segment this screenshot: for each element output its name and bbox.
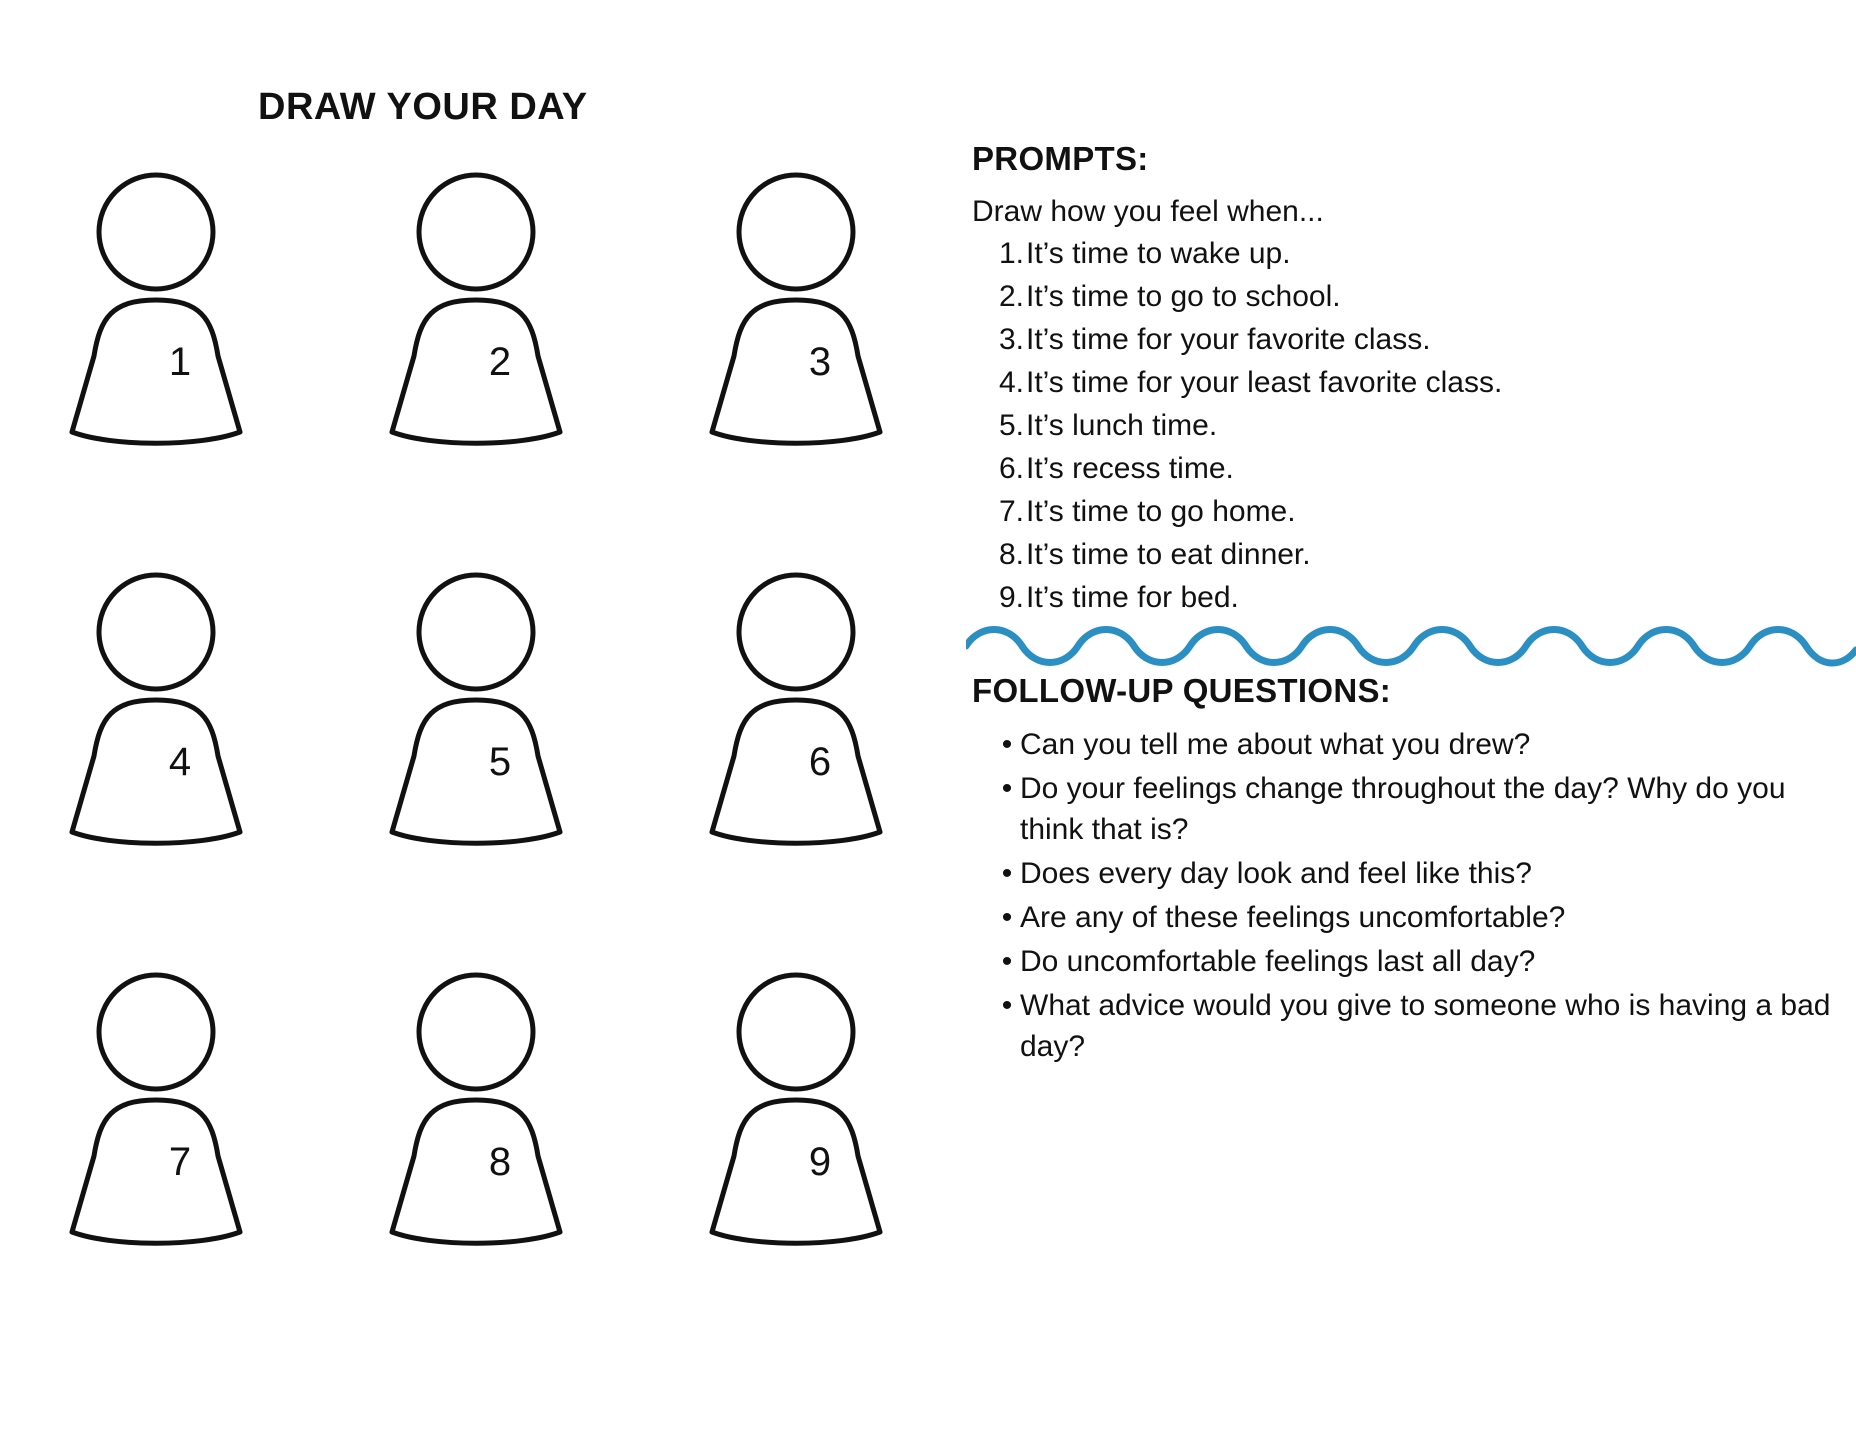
prompt-text: It’s time to go home. bbox=[1026, 495, 1296, 528]
prompt-number: 3. bbox=[998, 323, 1024, 356]
figure-cell[interactable] bbox=[360, 170, 680, 570]
prompt-number: 2. bbox=[998, 280, 1024, 313]
prompt-text: It’s lunch time. bbox=[1026, 409, 1218, 442]
prompt-number: 8. bbox=[998, 538, 1024, 571]
prompts-lead-text: Draw how you feel when... bbox=[972, 195, 1324, 228]
figure-cell[interactable] bbox=[360, 970, 680, 1370]
followup-text: Can you tell me about what you drew? bbox=[1020, 728, 1531, 761]
prompt-text: It’s time for bed. bbox=[1026, 581, 1239, 614]
list-item bbox=[972, 533, 1502, 576]
figure-number: 1 bbox=[168, 340, 192, 384]
figure-cell[interactable] bbox=[40, 170, 360, 570]
bullet-icon: • bbox=[1001, 901, 1013, 934]
followup-list bbox=[994, 724, 1854, 1070]
person-icon bbox=[60, 570, 300, 870]
person-icon bbox=[380, 170, 620, 470]
prompt-number: 9. bbox=[998, 581, 1024, 614]
wavy-divider-icon bbox=[966, 616, 1856, 676]
prompt-text: It’s time for your favorite class. bbox=[1026, 323, 1431, 356]
figure-cell[interactable] bbox=[680, 970, 1000, 1370]
prompt-text: It’s time to go to school. bbox=[1026, 280, 1341, 313]
prompt-number: 5. bbox=[998, 409, 1024, 442]
figure-number: 7 bbox=[168, 1140, 192, 1184]
text-column bbox=[966, 0, 1856, 1430]
followup-text: Are any of these feelings uncomfortable? bbox=[1020, 901, 1566, 934]
figure-number: 8 bbox=[488, 1140, 512, 1184]
prompts-list bbox=[972, 232, 1502, 619]
followup-text: Do uncomfortable feelings last all day? bbox=[1020, 945, 1536, 978]
bullet-icon: • bbox=[1001, 772, 1013, 805]
list-item bbox=[972, 232, 1502, 275]
figure-cell[interactable] bbox=[40, 970, 360, 1370]
followup-text: Does every day look and feel like this? bbox=[1020, 857, 1532, 890]
figure-cell[interactable] bbox=[360, 570, 680, 970]
list-item bbox=[994, 985, 1854, 1067]
prompt-number: 1. bbox=[998, 237, 1024, 270]
list-item bbox=[972, 404, 1502, 447]
list-item bbox=[994, 853, 1854, 894]
person-icon bbox=[60, 170, 300, 470]
prompt-text: It’s time to eat dinner. bbox=[1026, 538, 1311, 571]
figure-number: 6 bbox=[808, 740, 832, 784]
bullet-icon: • bbox=[1001, 989, 1013, 1022]
prompt-number: 7. bbox=[998, 495, 1024, 528]
person-icon bbox=[700, 970, 940, 1270]
figure-grid bbox=[40, 170, 940, 1370]
bullet-icon: • bbox=[1001, 728, 1013, 761]
prompt-text: It’s recess time. bbox=[1026, 452, 1234, 485]
prompt-text: It’s time for your least favorite class. bbox=[1026, 366, 1503, 399]
list-item bbox=[994, 768, 1854, 850]
prompt-text: It’s time to wake up. bbox=[1026, 237, 1291, 270]
person-icon bbox=[380, 570, 620, 870]
list-item bbox=[972, 275, 1502, 318]
followup-text: Do your feelings change throughout the day? Why do you think that is? bbox=[1020, 772, 1786, 846]
person-icon bbox=[700, 170, 940, 470]
figure-number: 3 bbox=[808, 340, 832, 384]
person-icon bbox=[60, 970, 300, 1270]
list-item bbox=[994, 897, 1854, 938]
prompt-number: 4. bbox=[998, 366, 1024, 399]
list-item bbox=[972, 361, 1502, 404]
bullet-icon: • bbox=[1001, 857, 1013, 890]
person-icon bbox=[700, 570, 940, 870]
list-item bbox=[972, 447, 1502, 490]
figure-cell[interactable] bbox=[680, 570, 1000, 970]
bullet-icon: • bbox=[1001, 945, 1013, 978]
figure-number: 9 bbox=[808, 1140, 832, 1184]
figure-number: 4 bbox=[168, 740, 192, 784]
figure-cell[interactable] bbox=[40, 570, 360, 970]
list-item bbox=[972, 318, 1502, 361]
page-title: DRAW YOUR DAY bbox=[258, 86, 588, 128]
list-item bbox=[994, 941, 1854, 982]
figure-number: 2 bbox=[488, 340, 512, 384]
list-item bbox=[994, 724, 1854, 765]
list-item bbox=[972, 576, 1502, 619]
figure-number: 5 bbox=[488, 740, 512, 784]
person-icon bbox=[380, 970, 620, 1270]
prompt-number: 6. bbox=[998, 452, 1024, 485]
list-item bbox=[972, 490, 1502, 533]
followup-heading: FOLLOW-UP QUESTIONS: bbox=[972, 672, 1392, 709]
figure-cell[interactable] bbox=[680, 170, 1000, 570]
followup-text: What advice would you give to someone who is having a bad day? bbox=[1020, 989, 1831, 1063]
prompts-heading: PROMPTS: bbox=[972, 140, 1149, 177]
